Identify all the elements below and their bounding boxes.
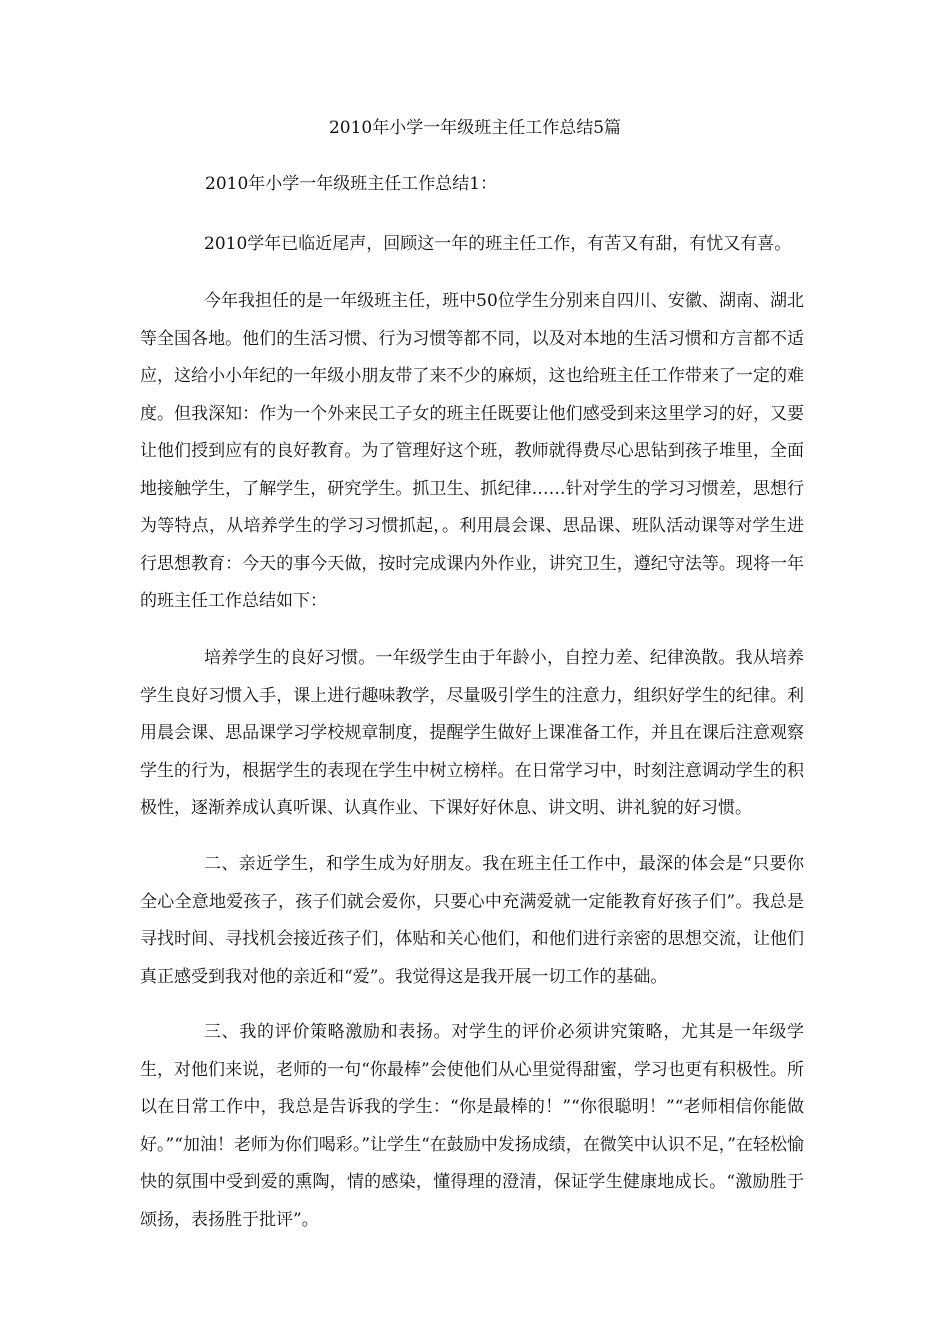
paragraph-intro: 2010学年已临近尾声，回顾这一年的班主任工作，有苦又有甜，有忧又有喜。 [204,234,792,254]
paragraph-evaluation: 三、我的评价策略激励和表扬。对学生的评价必须讲究策略，尤其是一年级学生，对他们来说，老师的一句“你最棒”会使他们从心里觉得甜蜜，学习也更有积极性。所以在日常工作中，我总是告诉我的学生：“你是最棒的！”“你很聪明！”“老师相信你能做好。”“加油！老师为你们喝彩。”让学生“在鼓励中发扬成绩，在微笑中认识不足，”在轻松愉快的氛围中受到爱的熏陶，情的感染，懂得理的澄清，保证学生健康地成长。“激励胜于颂扬，表扬胜于批评”。 [140,1022,804,1230]
paragraph-closeness: 二、亲近学生，和学生成为好朋友。我在班主任工作中，最深的体会是“只要你全心全意地爱孩子，孩子们就会爱你，只要心中充满爱就一定能教育好孩子们”。我总是寻找时间、寻找机会接近孩子们，体贴和关心他们，和他们进行亲密的思想交流，让他们真正感受到我对他的亲近和“爱”。我觉得这是我开展一切工作的基础。 [140,854,804,987]
section-heading: 2010年小学一年级班主任工作总结1： [205,174,498,194]
paragraph-background: 今年我担任的是一年级班主任，班中50位学生分别来自四川、安徽、湖南、湖北等全国各地。他们的生活习惯、行为习惯等都不同，以及对本地的生活习惯和方言都不适应，这给小小年纪的一年级小朋友带了来不少的麻烦，这也给班主任工作带来了一定的难度。但我深知：作为一个外来民工子女的班主任既要让他们感受到来这里学习的好，又要让他们授到应有的良好教育。为了管理好这个班，教师就得费尽心思钻到孩子堆里，全面地接触学生，了解学生，研究学生。抓卫生、抓纪律……针对学生的学习习惯差，思想行为等特点，从培养学生的学习习惯抓起，。利用晨会课、思品课、班队活动课等对学生进行思想教育：今天的事今天做，按时完成课内外作业，讲究卫生，遵纪守法等。现将一年的班主任工作总结如下： [140,291,804,611]
document-title: 2010年小学一年级班主任工作总结5篇 [328,118,622,138]
paragraph-habits: 培养学生的良好习惯。一年级学生由于年龄小，自控力差、纪律涣散。我从培养学生良好习惯入手，课上进行趣味教学，尽量吸引学生的注意力，组织好学生的纪律。利用晨会课、思品课学习学校规章制度，提醒学生做好上课准备工作，并且在课后注意观察学生的行为，根据学生的表现在学生中树立榜样。在日常学习中，时刻注意调动学生的积极性，逐渐养成认真听课、认真作业、下课好好休息、讲文明、讲礼貌的好习惯。 [140,648,804,818]
